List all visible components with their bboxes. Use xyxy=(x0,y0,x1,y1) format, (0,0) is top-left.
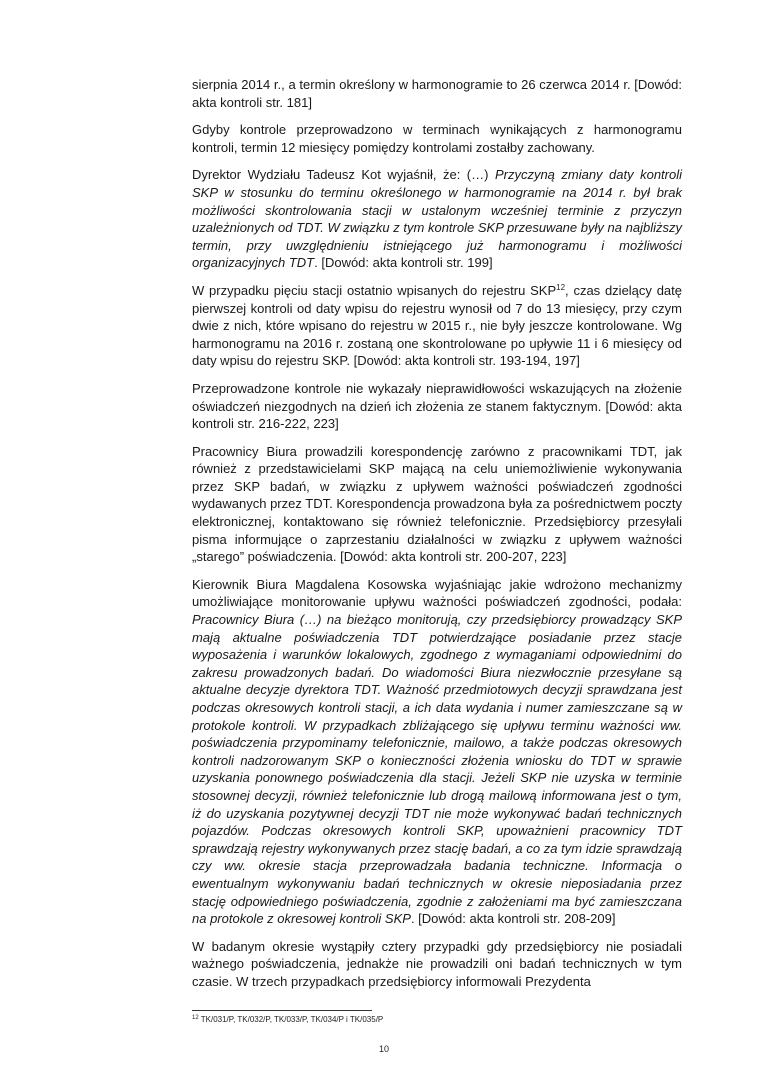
paragraph xyxy=(192,76,682,111)
footnote-marker: 12 xyxy=(192,1015,199,1021)
text-run: . [Dowód: akta kontroli str. 199] xyxy=(314,255,493,271)
text-run: Przeprowadzone kontrole nie wykazały nieprawidłowości wskazujących na złożenie oświadczeń niezgodnych na dzień ich złożenia ze stanem faktycznym. [Dowód: akta kontroli str. 216-222, 223] xyxy=(192,380,682,432)
text-run: sierpnia 2014 r., a termin określony w harmonogramie to 26 czerwca 2014 r. [Dowód: akta kontroli str. 181] xyxy=(192,77,682,110)
text-run: , czas dzielący datę pierwszej kontroli od daty wpisu do rejestru wynosił od 7 do 13 miesięcy, przy czym dwie z nich, które wpisano do rejestru w 2015 r., nie były jeszcze kontrolowane. Wg harmonogramu na 2016 r. zostaną one skontrolowane po upływie 11 i 6 miesięcy od daty wpisu do rejestru SKP. [Dowód: akta kontroli str. 193-194, 197] xyxy=(192,282,682,369)
paragraph xyxy=(192,166,682,272)
paragraph xyxy=(192,380,682,433)
text-run: Pracownicy Biura prowadzili korespondencję zarówno z pracownikami TDT, jak również z przedstawicielami SKP mającą na celu uniemożliwienie wykonywania przez SKP badań, w związku z upływem ważności poświadczeń zgodności wydawanych przez TDT. Korespondencja prowadzona była za pośrednictwem poczty elektronicznej, kontaktowano się również telefonicznie. Przedsiębiorcy przesyłali pisma informujące o zaprzestaniu działalności w związku z upływem ważności „starego” poświadczenia. [Dowód: akta kontroli str. 200-207, 223] xyxy=(192,443,682,565)
footnote xyxy=(192,1015,682,1025)
paragraph xyxy=(192,121,682,156)
text-run: Dyrektor Wydziału Tadeusz Kot wyjaśnił, że: (…) xyxy=(192,167,495,183)
page-number: 10 xyxy=(378,1044,389,1054)
paragraph xyxy=(192,282,682,370)
paragraph xyxy=(192,576,682,928)
paragraph xyxy=(192,443,682,566)
footnote-separator xyxy=(192,1010,372,1011)
text-run: W badanym okresie wystąpiły cztery przypadki gdy przedsiębiorcy nie posiadali ważnego poświadczenia, jednakże nie prowadzili oni badań technicznych w tym czasie. W trzech przypadkach przedsiębiorcy informowali Prezydenta xyxy=(192,938,682,989)
footnote-reference: 12 xyxy=(556,282,566,292)
italic-quote: Przyczyną zmiany daty kontroli SKP w stosunku do terminu określonego w harmonogramie na 2014 r. był brak możliwości skontrolowania stacji w ustalonym wcześniej terminie z przyczyn uzależnionych od TDT. W związku z tym kontrole SKP przesuwane były na najbliższy termin, przy uwzględnieniu istniejącego już harmonogramu i możliwości organizacyjnych TDT xyxy=(192,167,682,271)
text-run: W przypadku pięciu stacji ostatnio wpisanych do rejestru SKP xyxy=(192,282,557,298)
document-body xyxy=(192,76,682,1001)
text-run: Gdyby kontrole przeprowadzono w terminach wynikających z harmonogramu kontroli, termin 12 miesięcy pomiędzy kontrolami zostałby zachowany. xyxy=(192,122,682,155)
paragraph xyxy=(192,938,682,991)
text-run: Kierownik Biura Magdalena Kosowska wyjaśniając jakie wdrożono mechanizmy umożliwiające monitorowanie upływu ważności poświadczeń zgodności, podała: xyxy=(192,576,682,610)
text-run: . [Dowód: akta kontroli str. 208-209] xyxy=(410,911,616,927)
footnote-text: TK/031/P, TK/032/P, TK/033/P, TK/034/P i TK/035/P xyxy=(200,1015,384,1024)
italic-quote: Pracownicy Biura (…) na bieżąco monitorują, czy przedsiębiorcy prowadzący SKP mają aktualne poświadczenia TDT potwierdzające posiadanie przez stacje wyposażenia i warunków lokalowych, zgodnego z wymaganiami odpowiednimi do zakresu prowadzonych badań. Do wiadomości Biura niezwłocznie przesyłane są aktualne decyzje dyrektora TDT. Ważność przedmiotowych decyzji sprawdzana jest podczas okresowych kontroli stacji, a ich data wydania i numer zamieszczane są w protokole kontroli. W przypadkach zbliżającego się upływu terminu ważności ww. poświadczenia przypominamy telefonicznie, mailowo, a także podczas okresowych kontroli nadzorowanym SKP o konieczności złożenia wniosku do TDT w sprawie uzyskania ponownego poświadczenia dla stacji. Jeżeli SKP nie uzyska w terminie stosownej decyzji, również telefonicznie lub drogą mailową informowana jest o tym, iż do uzyskania pozytywnej decyzji TDT nie może wykonywać badań technicznych pojazdów. Podczas okresowych kontroli SKP, upoważnieni pracownicy TDT sprawdzają rejestry wykonywanych przez stację badań, a co za tym idzie sprawdzają czy ww. okresie stacja przeprowadzała badania techniczne. Informacja o ewentualnym wykonywaniu badań technicznych w okresie nieposiadania przez stację odpowiedniego poświadczenia, zgodnie z założeniami ma być zamieszczana na protokole z okresowej kontroli SKP xyxy=(192,612,682,927)
